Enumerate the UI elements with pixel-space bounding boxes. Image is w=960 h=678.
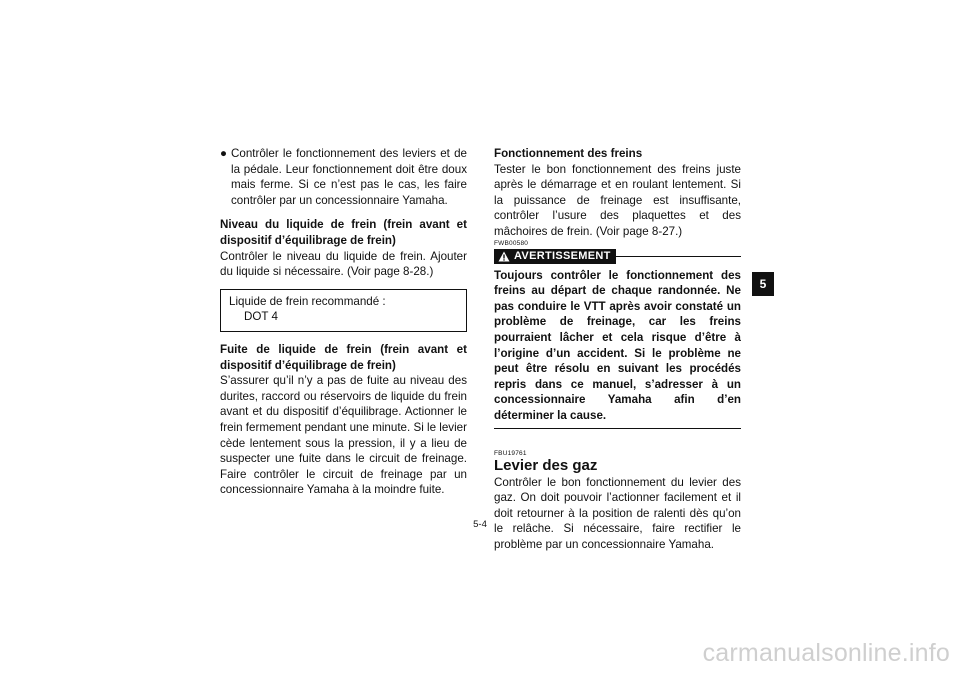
brake-fluid-leak-heading: Fuite de liquide de frein (frein avant et dispositif d’équilibrage de frein) bbox=[220, 342, 467, 372]
warning-label: AVERTISSEMENT bbox=[514, 249, 611, 262]
watermark: carmanualsonline.info bbox=[702, 639, 950, 667]
spec-box bbox=[220, 289, 467, 332]
throttle-code: FBU19761 bbox=[494, 449, 527, 457]
warning-header bbox=[494, 249, 741, 264]
warning-text: Toujours contrôler le fonctionnement des freins au départ de chaque randonnée. Ne pas conduire le VTT après avoir constaté un problème de freinage, car les freins pourraient lâcher et cela risque d’être à l’origine d’un accident. Si le problème ne peut être résolu en suivant les procédés repris dans ce manuel, s’adresser à un concessionnaire Yamaha afin d’en déterminer la cause. bbox=[494, 268, 741, 429]
bullet-icon: ● bbox=[220, 147, 228, 160]
brake-fluid-level-heading: Niveau du liquide de frein (frein avant et dispositif d’équilibrage de frein) bbox=[220, 218, 467, 247]
brake-fluid-level-body: Contrôler le niveau du liquide de frein. Ajouter du liquide si nécessaire. (Voir page 8-28.) bbox=[220, 249, 467, 279]
brake-fluid-leak-body: S’assurer qu’il n’y a pas de fuite au niveau des durites, raccord ou réservoirs de liquide du frein avant et du dispositif d’équilibrage. Actionner le frein fermement pendant une minute. Si le levier cède lentement sous la pression, il y a lieu de suspecter une fuite dans le circuit de freinage. Faire contrôler le circuit de freinage par un concessionnaire Yamaha à la moindre fuite. bbox=[220, 374, 467, 497]
bullet-text: Contrôler le fonctionnement des leviers et de la pédale. Leur fonctionnement doit être doux mais ferme. Si ce n’est pas le cas, les faire contrôler par un concessionnaire Yamaha. bbox=[231, 147, 467, 207]
spec-value: DOT 4 bbox=[244, 310, 278, 324]
warning-code: FWB00580 bbox=[494, 239, 529, 247]
warning-badge bbox=[494, 249, 616, 264]
warning-rule bbox=[616, 249, 741, 257]
throttle-body: Contrôler le bon fonctionnement du levier des gaz. On doit pouvoir l’actionner facilement et il doit retourner à la position de ralenti dès qu’on le relâche. Si nécessaire, faire rectifier le problème par un concessionnaire Yamaha. bbox=[494, 475, 741, 551]
brake-operation-heading: Fonctionnement des freins bbox=[494, 147, 643, 160]
left-column bbox=[220, 146, 467, 498]
brake-operation-body: Tester le bon fonctionnement des freins juste après le démarrage et en roulant lentement. Si la puissance de freinage est insuffisante, contrôler l’usure des plaquettes et des mâchoires de frein. (Voir page 8-27.) bbox=[494, 162, 741, 238]
throttle-title: Levier des gaz bbox=[494, 456, 598, 474]
chapter-tab: 5 bbox=[752, 272, 774, 296]
right-column bbox=[494, 146, 741, 552]
spec-label: Liquide de frein recommandé : bbox=[229, 294, 386, 308]
page-number: 5-4 bbox=[473, 519, 487, 530]
warning-triangle-icon bbox=[498, 251, 510, 262]
bullet-item bbox=[220, 146, 467, 208]
